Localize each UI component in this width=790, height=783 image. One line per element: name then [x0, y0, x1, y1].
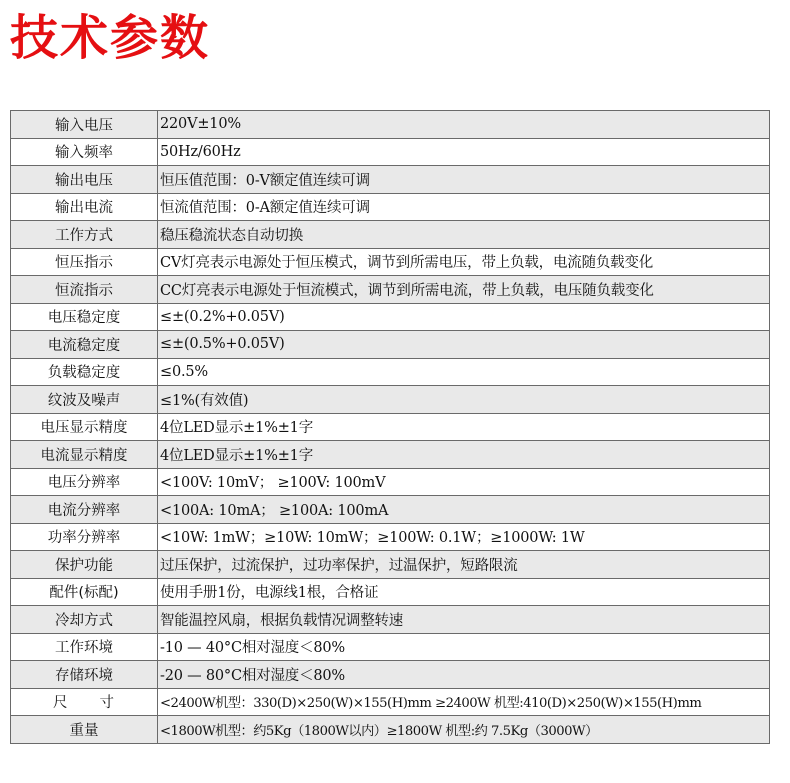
- row-label: 电流稳定度: [11, 331, 158, 359]
- row-value: -20 — 80°C相对湿度＜80%: [158, 661, 770, 689]
- row-value: ≤±(0.5%+0.05V): [158, 331, 770, 359]
- row-label: 电压显示精度: [11, 413, 158, 441]
- row-value: <100A: 10mA； ≥100A: 100mA: [158, 496, 770, 524]
- row-label: 电流显示精度: [11, 441, 158, 469]
- row-value: ≤0.5%: [158, 358, 770, 386]
- table-row: [11, 386, 770, 414]
- row-value: ≤1%(有效值): [158, 386, 770, 414]
- row-label: 存储环境: [11, 661, 158, 689]
- table-row: [11, 166, 770, 194]
- row-value: <100V: 10mV； ≥100V: 100mV: [158, 468, 770, 496]
- row-value: 4位LED显示±1%±1字: [158, 441, 770, 469]
- row-label: 配件(标配): [11, 578, 158, 606]
- table-row: [11, 606, 770, 634]
- row-value: <1800W机型：约5Kg（1800W以内）≥1800W 机型:约 7.5Kg（3000W）: [158, 716, 770, 744]
- row-label: 输出电流: [11, 193, 158, 221]
- row-value: -10 — 40°C相对湿度＜80%: [158, 633, 770, 661]
- row-label: 工作环境: [11, 633, 158, 661]
- table-row: [11, 358, 770, 386]
- row-label: 功率分辨率: [11, 523, 158, 551]
- table-row: [11, 248, 770, 276]
- page-title: 技术参数: [10, 10, 211, 66]
- table-row: [11, 303, 770, 331]
- row-label: 保护功能: [11, 551, 158, 579]
- row-value: ≤±(0.2%+0.05V): [158, 303, 770, 331]
- row-label: 电流分辨率: [11, 496, 158, 524]
- row-value: 4位LED显示±1%±1字: [158, 413, 770, 441]
- row-value: <2400W机型：330(D)×250(W)×155(H)mm ≥2400W 机型:410(D)×250(W)×155(H)mm: [158, 688, 770, 716]
- table-row: [11, 661, 770, 689]
- row-value: 50Hz/60Hz: [158, 138, 770, 166]
- row-label: 输入电压: [11, 111, 158, 139]
- table-row: [11, 193, 770, 221]
- row-label: 恒流指示: [11, 276, 158, 304]
- row-value: 恒流值范围：0-A额定值连续可调: [158, 193, 770, 221]
- table-row: [11, 716, 770, 744]
- table-row: [11, 413, 770, 441]
- row-label: 电压分辨率: [11, 468, 158, 496]
- table-row: [11, 578, 770, 606]
- row-value: CC灯亮表示电源处于恒流模式，调节到所需电流，带上负载，电压随负载变化: [158, 276, 770, 304]
- spec-table: [10, 110, 770, 744]
- row-label: 负载稳定度: [11, 358, 158, 386]
- table-row: [11, 276, 770, 304]
- table-row: [11, 496, 770, 524]
- table-row: [11, 523, 770, 551]
- row-label: 尺 寸: [11, 688, 158, 716]
- row-label: 工作方式: [11, 221, 158, 249]
- table-row: [11, 138, 770, 166]
- row-label: 输出电压: [11, 166, 158, 194]
- table-row: [11, 441, 770, 469]
- row-value: 恒压值范围：0-V额定值连续可调: [158, 166, 770, 194]
- table-row: [11, 111, 770, 139]
- row-label: 电压稳定度: [11, 303, 158, 331]
- table-row: [11, 551, 770, 579]
- row-label: 重量: [11, 716, 158, 744]
- row-value: 220V±10%: [158, 111, 770, 139]
- table-row: [11, 633, 770, 661]
- row-value: 智能温控风扇，根据负载情况调整转速: [158, 606, 770, 634]
- row-label: 恒压指示: [11, 248, 158, 276]
- row-value: 使用手册1份，电源线1根，合格证: [158, 578, 770, 606]
- row-value: <10W: 1mW；≥10W: 10mW；≥100W: 0.1W；≥1000W: 1W: [158, 523, 770, 551]
- table-row: [11, 688, 770, 716]
- row-value: 过压保护，过流保护，过功率保护，过温保护，短路限流: [158, 551, 770, 579]
- row-label: 输入频率: [11, 138, 158, 166]
- row-value: 稳压稳流状态自动切换: [158, 221, 770, 249]
- row-value: CV灯亮表示电源处于恒压模式，调节到所需电压，带上负载，电流随负载变化: [158, 248, 770, 276]
- row-label: 冷却方式: [11, 606, 158, 634]
- table-row: [11, 221, 770, 249]
- row-label: 纹波及噪声: [11, 386, 158, 414]
- table-row: [11, 468, 770, 496]
- table-row: [11, 331, 770, 359]
